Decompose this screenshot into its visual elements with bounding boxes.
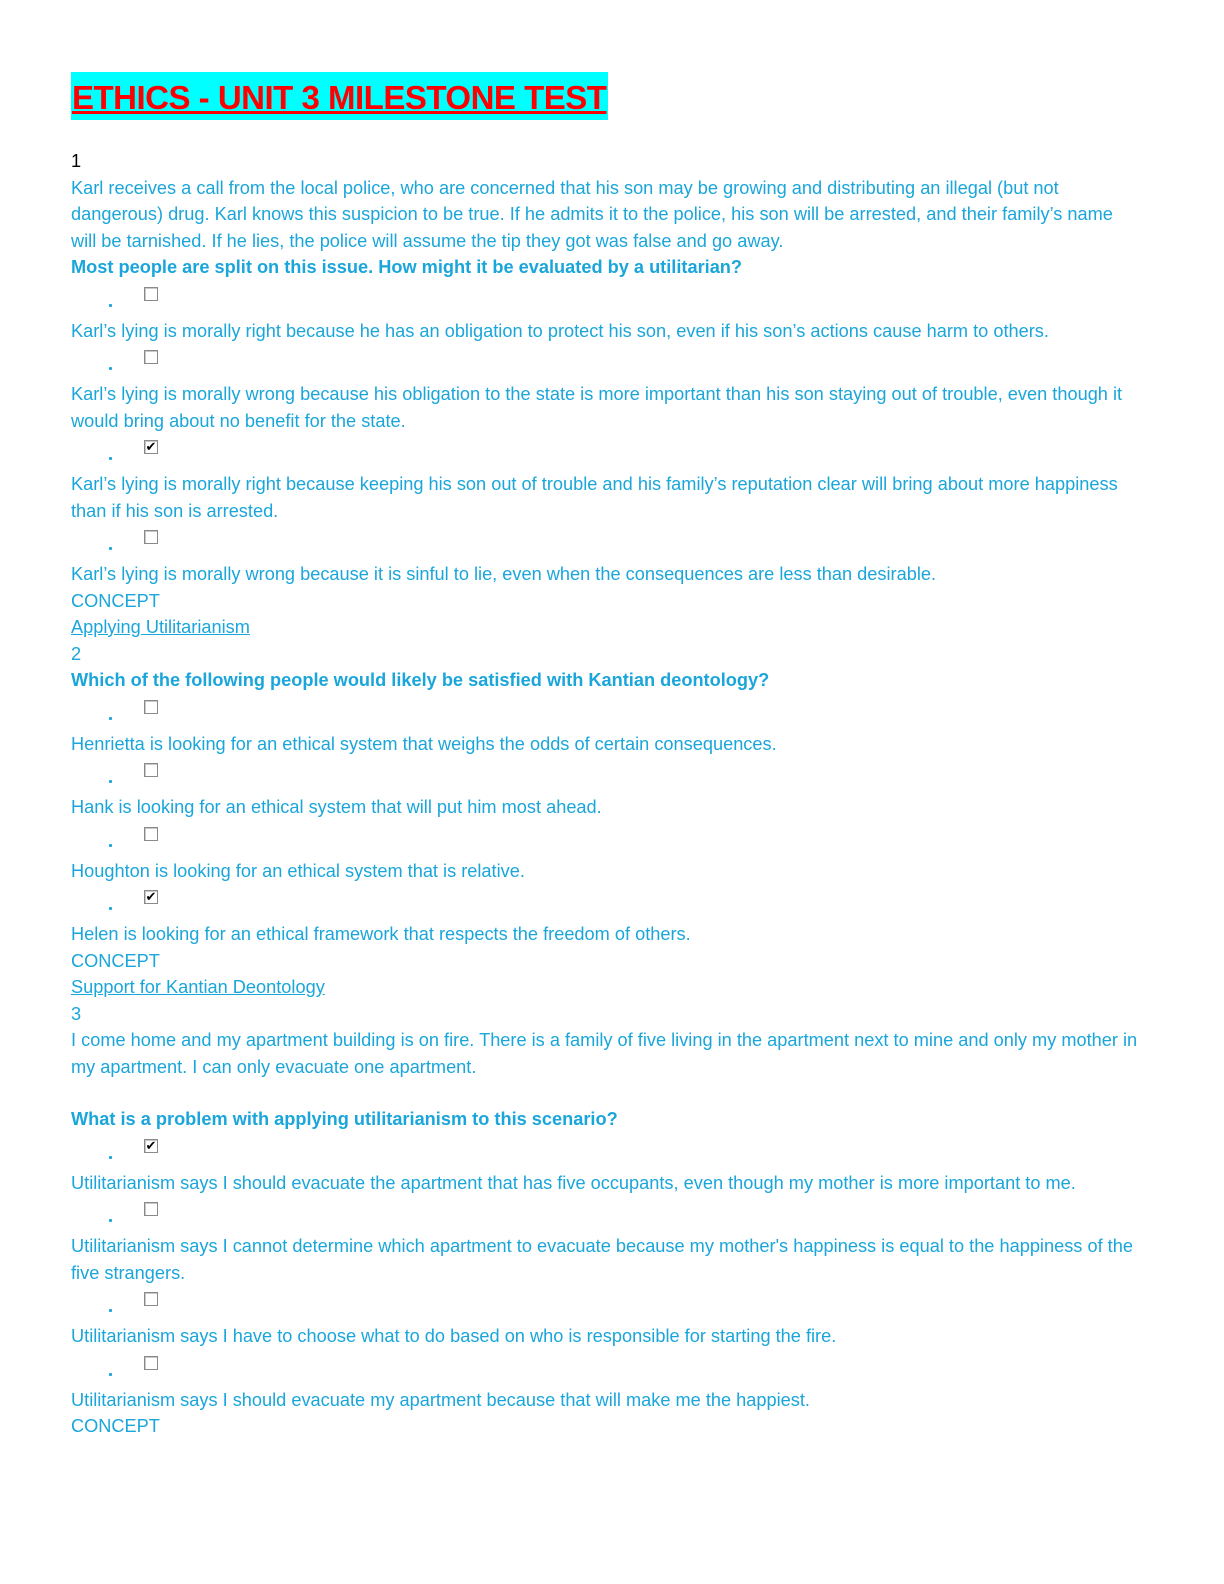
answer-option-text: Karl’s lying is morally wrong because his obligation to the state is more important than his son staying out of trouble, even though it would bring about no benefit for the state. [71,384,1123,431]
bullet-dot [109,1219,112,1222]
question-prompt: What is a problem with applying utilitarianism to this scenario? [71,1109,618,1129]
answer-option-row [71,434,1141,471]
question-number: 1 [71,151,82,171]
question-1 [71,148,1141,641]
answer-checkbox[interactable] [144,1356,158,1370]
bullet-dot [109,457,112,460]
bullet-dot [109,780,112,783]
answer-option-text: Karl’s lying is morally wrong because it is sinful to lie, even when the consequences are less than desirable. [71,564,937,584]
answer-option-row [71,1196,1141,1233]
bullet-dot [109,1373,112,1376]
bullet-dot [109,717,112,720]
bullet-dot [109,304,112,307]
question-number: 3 [71,1003,82,1024]
answer-option-row [71,281,1141,318]
concept-label: CONCEPT [71,590,160,611]
question-scenario: Karl receives a call from the local police, who are concerned that his son may be growing and distributing an illegal (but not dangerous) drug. Karl knows this suspicion to be true. If he admits it to the police, his son will be arrested, and their family’s name will be tarnished. If he lies, the police will assume the tip they got was false and go away. [71,177,1113,251]
answer-option-text: Utilitarianism says I should evacuate the apartment that has five occupants, even though my mother is more important to me. [71,1172,1076,1193]
question-prompt: Most people are split on this issue. How might it be evaluated by a utilitarian? [71,257,743,277]
answer-checkbox[interactable] [144,1202,158,1216]
page-title: ETHICS - UNIT 3 MILESTONE TEST [72,79,607,116]
bullet-dot [109,907,112,910]
answer-option-row [71,344,1141,381]
bullet-dot [109,844,112,847]
bullet-dot [109,1309,112,1312]
bullet-dot [109,547,112,550]
answer-option-row [71,1350,1141,1387]
answer-option-row [71,1286,1141,1323]
answer-checkbox-checked[interactable]: ✔ [145,890,157,905]
answer-option-text: Utilitarianism says I have to choose what to do based on who is responsible for starting the fire. [71,1326,837,1346]
bullet-dot [109,1156,112,1159]
answer-option-row [71,884,1141,921]
question-number: 2 [71,643,82,664]
answer-option-row [71,821,1141,858]
answer-option-text: Houghton is looking for an ethical system that is relative. [71,860,525,881]
question-prompt: Which of the following people would likely be satisfied with Kantian deontology? [71,670,770,690]
document-page [71,72,1141,1440]
answer-option-row [71,1133,1141,1170]
answer-option-text: Utilitarianism says I should evacuate my apartment because that will make me the happiest. [71,1389,810,1410]
answer-option-row [71,694,1141,731]
concept-label: CONCEPT [71,950,160,971]
answer-option-row [71,524,1141,561]
spacer [71,1080,1141,1106]
answer-checkbox[interactable] [144,350,158,364]
answer-option-text: Helen is looking for an ethical framework that respects the freedom of others. [71,924,691,944]
answer-checkbox[interactable] [144,530,158,544]
question-scenario: I come home and my apartment building is on fire. There is a family of five living in the apartment next to mine and only my mother in my apartment. I can only evacuate one apartment. [71,1030,1138,1077]
question-3 [71,1001,1141,1440]
title-highlight [71,72,608,120]
answer-checkbox[interactable] [144,763,158,777]
concept-link[interactable]: Support for Kantian Deontology [71,977,325,997]
answer-checkbox-checked[interactable]: ✔ [145,1138,157,1154]
answer-option-text: Karl’s lying is morally right because keeping his son out of trouble and his family’s reputation clear will bring about more happiness than if his son is arrested. [71,474,1118,521]
answer-option-row [71,757,1141,794]
answer-checkbox[interactable] [144,700,158,714]
answer-option-text: Karl’s lying is morally right because he has an obligation to protect his son, even if his son’s actions cause harm to others. [71,320,1049,341]
answer-option-text: Henrietta is looking for an ethical system that weighs the odds of certain consequences. [71,733,777,754]
answer-checkbox[interactable] [144,827,158,841]
bullet-dot [109,367,112,370]
concept-link[interactable]: Applying Utilitarianism [71,617,250,637]
answer-option-text: Hank is looking for an ethical system that will put him most ahead. [71,797,602,817]
answer-checkbox-checked[interactable]: ✔ [145,440,157,455]
answer-checkbox[interactable] [144,287,158,301]
concept-label: CONCEPT [71,1416,160,1436]
question-2 [71,641,1141,1001]
answer-option-text: Utilitarianism says I cannot determine which apartment to evacuate because my mother's happiness is equal to the happiness of the five strangers. [71,1236,1133,1283]
answer-checkbox[interactable] [144,1292,158,1306]
